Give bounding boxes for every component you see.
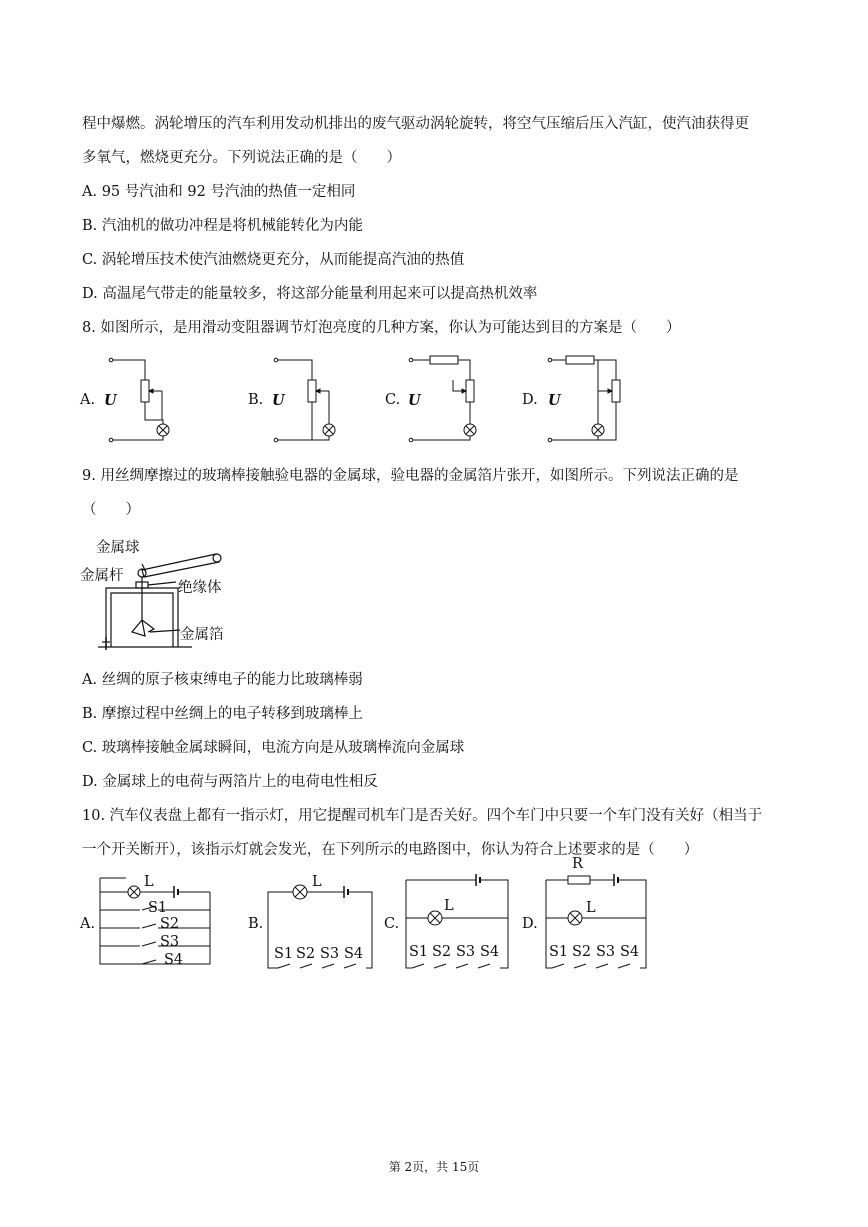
- q10-d-switch-3: S3: [596, 944, 616, 960]
- q10-label-b: B.: [248, 916, 264, 932]
- q8-label-d: D.: [522, 392, 538, 408]
- q10-b-switch-1: S1: [274, 946, 294, 962]
- q10-c-switch-1: S1: [409, 944, 429, 960]
- question-10-stem-line-1: 10. 汽车仪表盘上都有一指示灯，用它提醒司机车门是否关好。四个车门中只要一个车门没有关好（相当于: [82, 808, 763, 824]
- question-8-stem: 8. 如图所示，是用滑动变阻器调节灯泡亮度的几种方案，你认为可能达到目的方案是（ ）: [82, 320, 681, 336]
- question-9-option-c: C. 玻璃棒接触金属球瞬间，电流方向是从玻璃棒流向金属球: [82, 740, 465, 756]
- label-metal-rod: 金属杆: [80, 568, 124, 584]
- electroscope-figure: [80, 532, 280, 657]
- q10-b-switch-2: S2: [296, 946, 316, 962]
- question-9-stem: 9. 用丝绸摩擦过的玻璃棒接触验电器的金属球，验电器的金属箔片张开，如图所示。下列说法正确的是: [82, 468, 739, 484]
- q10-b-lamp-label: L: [312, 874, 322, 890]
- q8-label-b: B.: [248, 392, 264, 408]
- q8-label-c: C.: [385, 392, 401, 408]
- q8-voltage-d: U: [548, 392, 561, 409]
- q10-d-switch-4: S4: [620, 944, 640, 960]
- q8-voltage-c: U: [408, 392, 421, 409]
- question-7-option-c: C. 涡轮增压技术使汽油燃烧更充分，从而能提高汽油的热值: [82, 252, 465, 268]
- question-10-figures: [78, 856, 668, 976]
- q10-a-switch-1: S1: [148, 900, 168, 916]
- q10-label-c: C.: [384, 916, 400, 932]
- question-10-stem-line-2: 一个开关断开），该指示灯就会发光，在下列所示的电路图中，你认为符合上述要求的是（ ）: [82, 842, 699, 858]
- q10-d-resistor-label: R: [572, 856, 583, 872]
- question-7-stem-line-1: 程中爆燃。涡轮增压的汽车利用发动机排出的废气驱动涡轮旋转，将空气压缩后压入汽缸，使汽油获得更: [82, 116, 749, 132]
- question-7-option-b: B. 汽油机的做功冲程是将机械能转化为内能: [82, 218, 363, 234]
- q10-c-switch-3: S3: [456, 944, 476, 960]
- question-7-option-d: D. 高温尾气带走的能量较多，将这部分能量利用起来可以提高热机效率: [82, 286, 538, 302]
- label-metal-foil: 金属箔: [180, 627, 224, 643]
- q8-voltage-b: U: [272, 392, 285, 409]
- q10-label-a: A.: [80, 916, 96, 932]
- q10-c-lamp-label: L: [444, 898, 454, 914]
- label-insulator: 绝缘体: [178, 580, 222, 596]
- q10-a-switch-3: S3: [160, 934, 180, 950]
- label-metal-ball: 金属球: [96, 540, 140, 556]
- q10-c-switch-2: S2: [432, 944, 452, 960]
- q10-a-switch-4: S4: [164, 952, 184, 968]
- page-footer: 第 2页，共 15页: [388, 1160, 480, 1174]
- q10-d-lamp-label: L: [586, 900, 596, 916]
- question-9-option-b: B. 摩擦过程中丝绸上的电子转移到玻璃棒上: [82, 706, 363, 722]
- q10-d-switch-2: S2: [572, 944, 592, 960]
- q10-b-switch-3: S3: [320, 946, 340, 962]
- q10-c-switch-4: S4: [480, 944, 500, 960]
- question-9-stem-bracket: （ ）: [82, 502, 140, 518]
- question-7-option-a: A. 95 号汽油和 92 号汽油的热值一定相同: [82, 184, 356, 200]
- q10-b-switch-4: S4: [344, 946, 364, 962]
- q10-label-d: D.: [522, 916, 538, 932]
- question-9-option-d: D. 金属球上的电荷与两箔片上的电荷电性相反: [82, 774, 378, 790]
- question-8-figures: [78, 350, 638, 450]
- q8-label-a: A.: [80, 392, 96, 408]
- q10-a-switch-2: S2: [160, 916, 180, 932]
- question-9-option-a: A. 丝绸的原子核束缚电子的能力比玻璃棒弱: [82, 672, 363, 688]
- q8-voltage-a: U: [104, 392, 117, 409]
- q10-a-lamp-label: L: [144, 874, 154, 890]
- q10-d-switch-1: S1: [549, 944, 569, 960]
- question-7-stem-line-2: 多氧气，燃烧更充分。下列说法正确的是（ ）: [82, 150, 401, 166]
